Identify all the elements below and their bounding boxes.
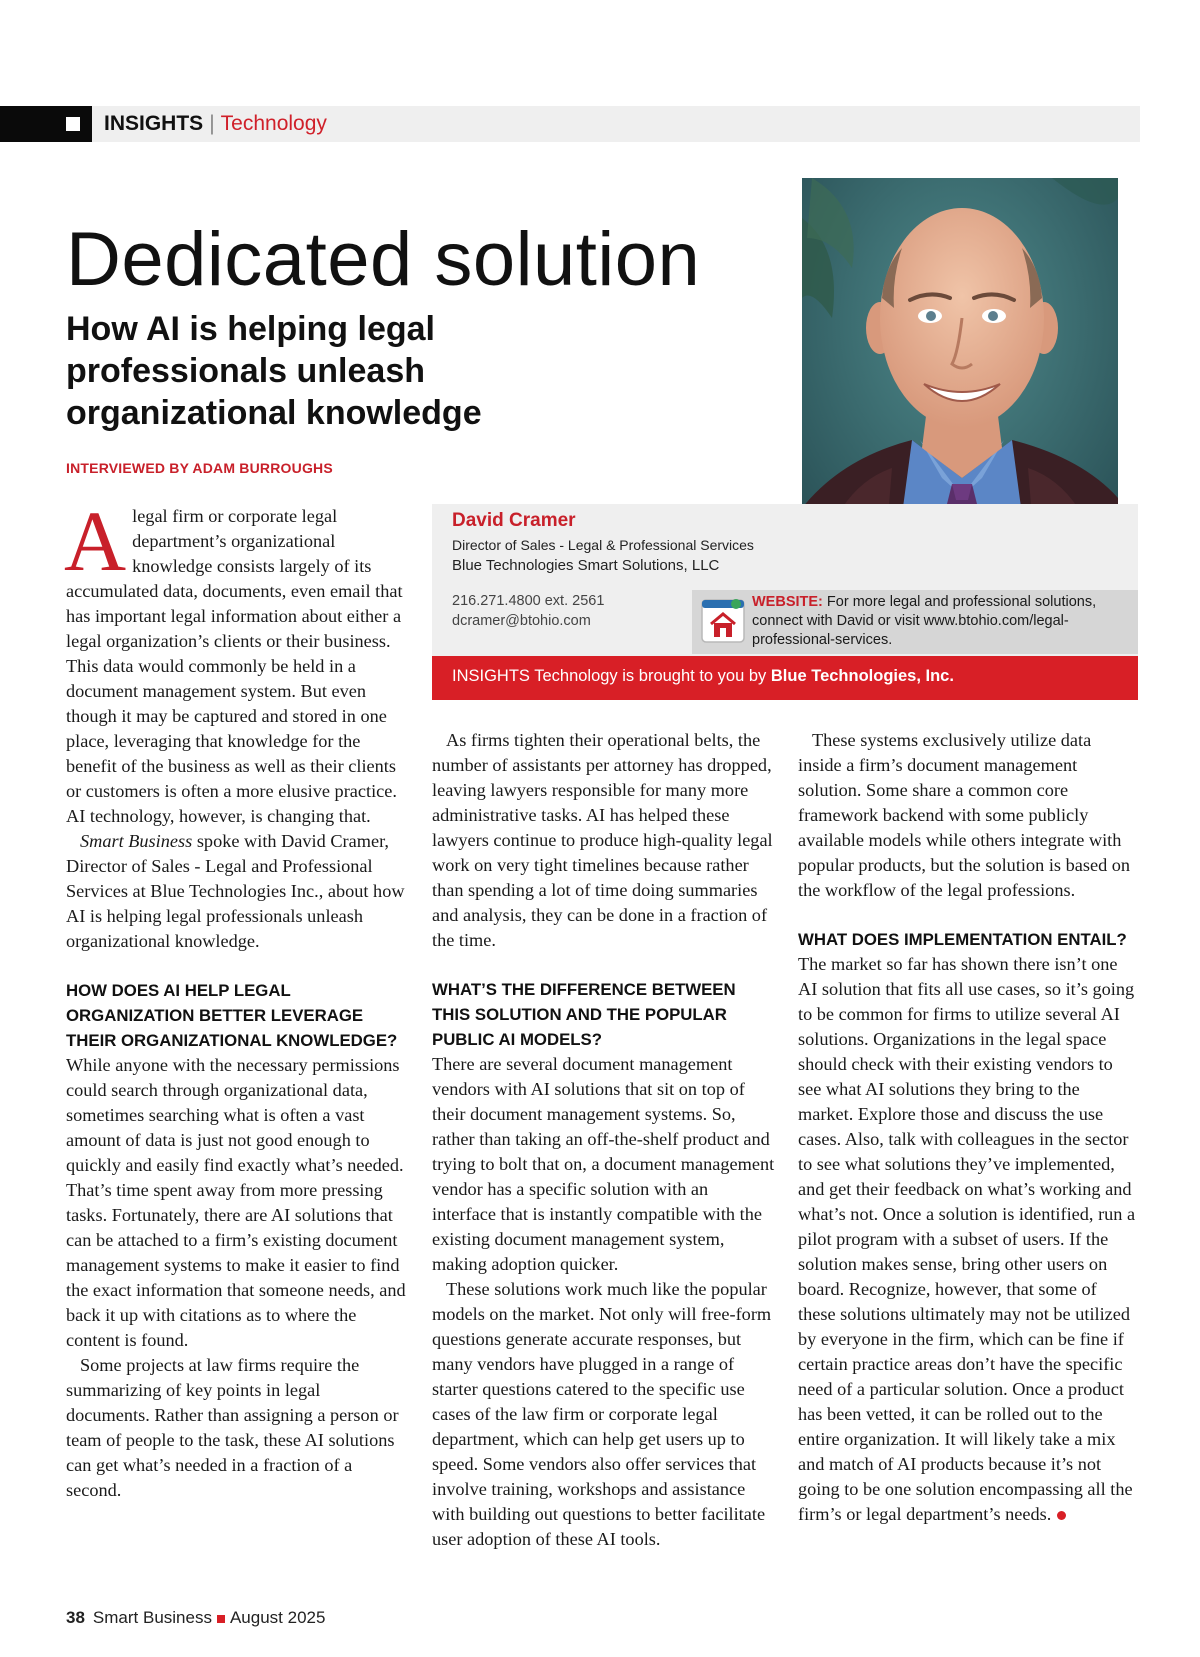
intro-text: legal firm or corporate legal department’s organizational knowledge consists largely of its accumulated data, documents, even email that has important legal information about either a legal organization’s clients or their business. This data would commonly be held in a document management system. But even though it may be captured and stored in one place, leveraging that knowledge for the benefit of the business as well as their clients or customers is often a more elusive practice. AI technology, however, is changing that. xyxy=(66,506,403,826)
article-column-1 xyxy=(64,493,406,1503)
contact-phone: 216.271.4800 ext. 2561 xyxy=(452,593,605,609)
section-marker xyxy=(0,106,92,142)
article-byline: INTERVIEWED BY ADAM BURROUGHS xyxy=(66,460,333,476)
answer-3-text: The market so far has shown there isn’t one AI solution that fits all use cases, so it’s going to be common for firms to utilize several AI solutions. Organizations in the legal space should check with their existing vendors to see what AI solutions they bring to the market. Explore those and discuss the use cases. Also, talk with colleagues in the sector to see what solutions they’ve implemented, and get their feedback on what’s working and what’s not. Once a solution is identified, run a pilot program with a subset of users. If the solution makes sense, bring other users on board. Recognize, however, that some of these solutions ultimately may not be utilized by everyone in the firm, which can be fine if certain practice areas don’t have the specific need of a particular solution. Once a product has been vetted, it can be rolled out to the entire organization. It will likely take a mix and match of AI products because it’s not going to be one solution encompassing all the firm’s or legal department’s needs. xyxy=(798,954,1136,1524)
article-headline: Dedicated solution xyxy=(66,217,701,302)
website-label: WEBSITE: xyxy=(752,594,823,610)
answer-1-paragraph-2: Some projects at law firms require the summarizing of key points in legal documents. Rather than assigning a person or team of people to the task, these AI solutions can get what’s needed in a fraction of a second. xyxy=(66,1355,399,1500)
square-icon xyxy=(66,117,80,131)
publication-name: Smart Business xyxy=(80,831,193,851)
sponsor-prefix: INSIGHTS Technology is brought to you by xyxy=(452,667,767,685)
sponsor-company: Blue Technologies, Inc. xyxy=(770,667,954,685)
section-label xyxy=(104,112,327,136)
question-heading-3: WHAT DOES IMPLEMENTATION ENTAIL? xyxy=(798,930,1127,949)
page-footer xyxy=(66,1608,325,1628)
footer-issue: August 2025 xyxy=(229,1608,326,1627)
article-column-2 xyxy=(432,728,776,1552)
page-number: 38 xyxy=(66,1608,85,1627)
intro-text-2: spoke with David Cramer, Director of Sales - Legal and Professional Services at Blue Technologies Inc., about how AI is helping legal professionals unleash organizational knowledge. xyxy=(66,831,405,951)
section-category: Technology xyxy=(220,112,327,135)
answer-2-paragraph-2: These solutions work much like the popular models on the market. Not only will free-form questions generate accurate responses, but many vendors have plugged in a range of starter questions catered to the specific use cases of the law firm or corporate legal department, which can help get users up to speed. Some vendors also offer services that involve training, workshops and assistance with building out questions to better facilitate user adoption of these AI tools. xyxy=(432,1279,772,1549)
question-heading-1: HOW DOES AI HELP LEGAL ORGANIZATION BETTER LEVERAGE THEIR ORGANIZATIONAL KNOWLEDGE? xyxy=(66,981,398,1050)
intro-paragraph-2 xyxy=(66,829,406,954)
sponsor-text xyxy=(452,667,954,686)
answer-3-paragraph-1 xyxy=(798,952,1138,1527)
answer-1-paragraph-1: While anyone with the necessary permissions could search through organizational data, sometimes searching what is often a vast amount of data is just not good enough to quickly and easily find exactly what’s needed. That’s time spent away from more pressing tasks. Fortunately, there are AI solutions that can be attached to a firm’s existing document management systems to make it easier to find the exact information that someone needs, and back it up with citations as to where the content is found. xyxy=(66,1055,406,1350)
footer-square-icon xyxy=(217,1615,225,1623)
article-column-3 xyxy=(798,728,1138,1527)
contact-company: Blue Technologies Smart Solutions, LLC xyxy=(452,557,720,574)
contact-email-link[interactable]: dcramer@btohio.com xyxy=(452,613,591,629)
section-bar xyxy=(0,106,1140,142)
answer-2-paragraph-3: These systems exclusively utilize data inside a firm’s document management solution. Some share a common core framework backend with some publicly available models while others integrate with popular products, but the solution is based on the workflow of the legal professions. xyxy=(798,730,1131,900)
question-heading-2: WHAT’S THE DIFFERENCE BETWEEN THIS SOLUTION AND THE POPULAR PUBLIC AI MODELS? xyxy=(432,980,736,1049)
article-subhead: How AI is helping legal professionals unleash organizational knowledge xyxy=(66,310,482,432)
end-dot-icon xyxy=(1057,1511,1066,1520)
section-separator: | xyxy=(209,112,215,135)
website-description[interactable]: For more legal and professional solutions, connect with David or visit www.btohio.com/legal-professional-services. xyxy=(752,594,1097,648)
contact-name: David Cramer xyxy=(452,510,576,531)
footer-publication: Smart Business xyxy=(92,1608,212,1627)
intro-paragraph xyxy=(64,493,406,829)
answer-2-paragraph-1: There are several document management vendors with AI solutions that sit on top of their document management systems. So, rather than taking an off-the-shelf product and trying to bolt that on, a document management vendor has a specific solution with an interface that is instantly compatible with the existing document management system, making adoption quicker. xyxy=(432,1054,775,1274)
website-text xyxy=(752,593,1136,650)
answer-1-paragraph-3: As firms tighten their operational belts, the number of assistants per attorney has dropped, leaving lawyers responsible for many more administrative tasks. AI has helped these lawyers continue to produce high-quality legal work on very tight timelines because rather than spending a lot of time doing summaries and analysis, they can be done in a fraction of the time. xyxy=(432,730,773,950)
website-house-icon xyxy=(700,596,746,646)
contact-title: Director of Sales - Legal & Professional Services xyxy=(452,537,754,553)
section-name: INSIGHTS xyxy=(104,112,204,135)
drop-cap: A xyxy=(64,493,127,589)
